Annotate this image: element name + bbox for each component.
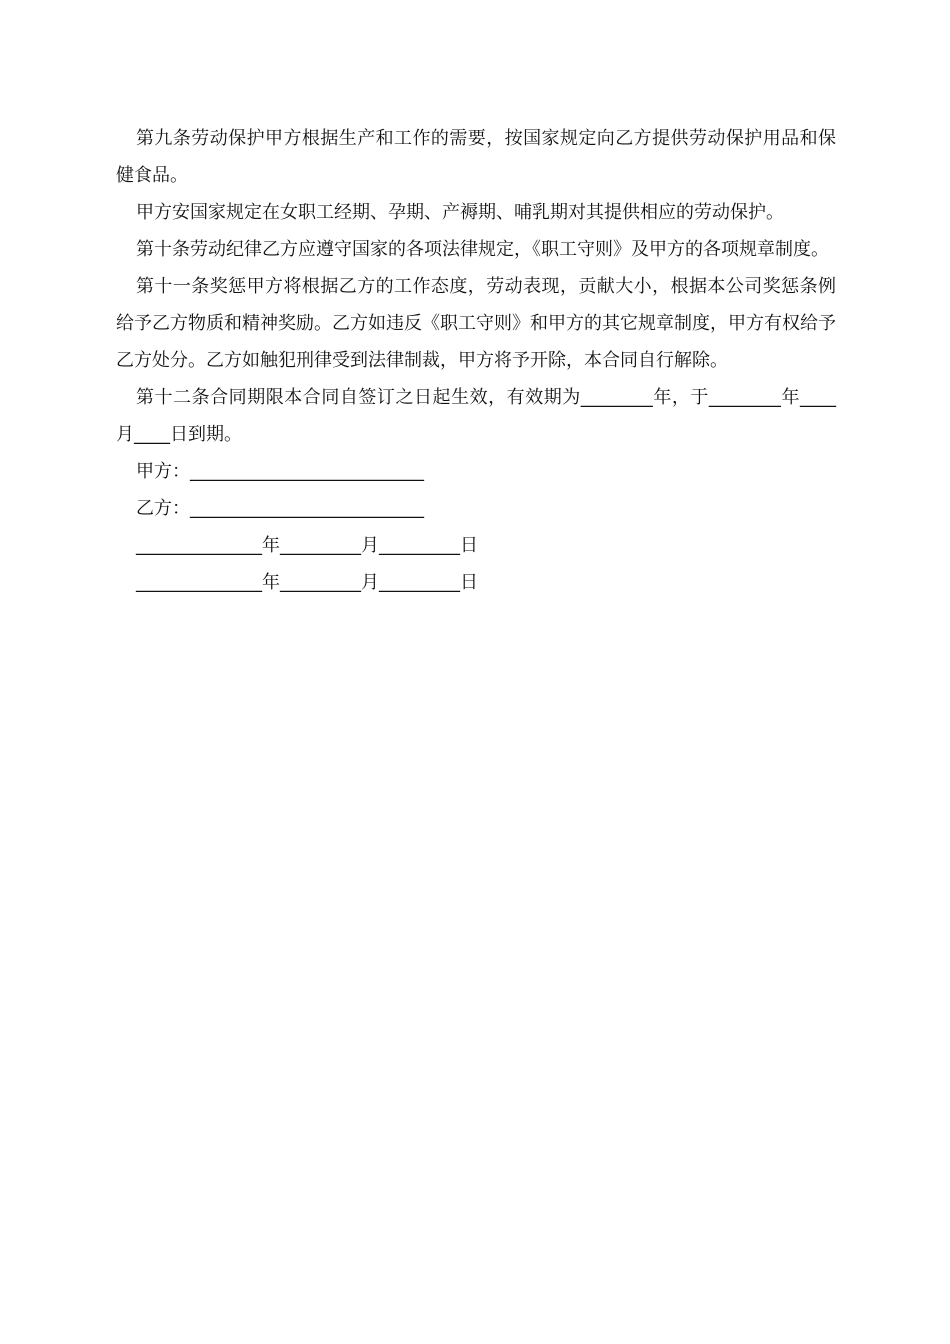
document-page xyxy=(116,120,836,601)
clause-11-rewards-penalties: 第十一条奖惩甲方将根据乙方的工作态度，劳动表现，贡献大小，根据本公司奖惩条例给予乙方物质和精神奖励。乙方如违反《职工守则》和甲方的其它规章制度，甲方有权给予乙方处分。乙方如触犯刑律受到法律制裁，甲方将予开除，本合同自行解除。 xyxy=(116,276,836,371)
clause-10-labor-discipline: 第十条劳动纪律乙方应遵守国家的各项法律规定，《职工守则》及甲方的各项规章制度。 xyxy=(136,239,829,260)
clause-9-labor-protection: 第九条劳动保护甲方根据生产和工作的需要，按国家规定向乙方提供劳动保护用品和保健食品。 xyxy=(116,128,836,186)
party-b-signature-line: 乙方：__________________________ xyxy=(136,498,424,519)
clause-9-female-protection: 甲方安国家规定在女职工经期、孕期、产褥期、哺乳期对其提供相应的劳动保护。 xyxy=(136,202,784,223)
clause-12-contract-term: 第十二条合同期限本合同自签订之日起生效，有效期为________年，于________年____月____日到期。 xyxy=(116,387,836,445)
party-b-date-line: ______________年_________月_________日 xyxy=(136,572,478,593)
party-a-signature-line: 甲方：__________________________ xyxy=(136,461,424,482)
party-a-date-line: ______________年_________月_________日 xyxy=(136,535,478,556)
